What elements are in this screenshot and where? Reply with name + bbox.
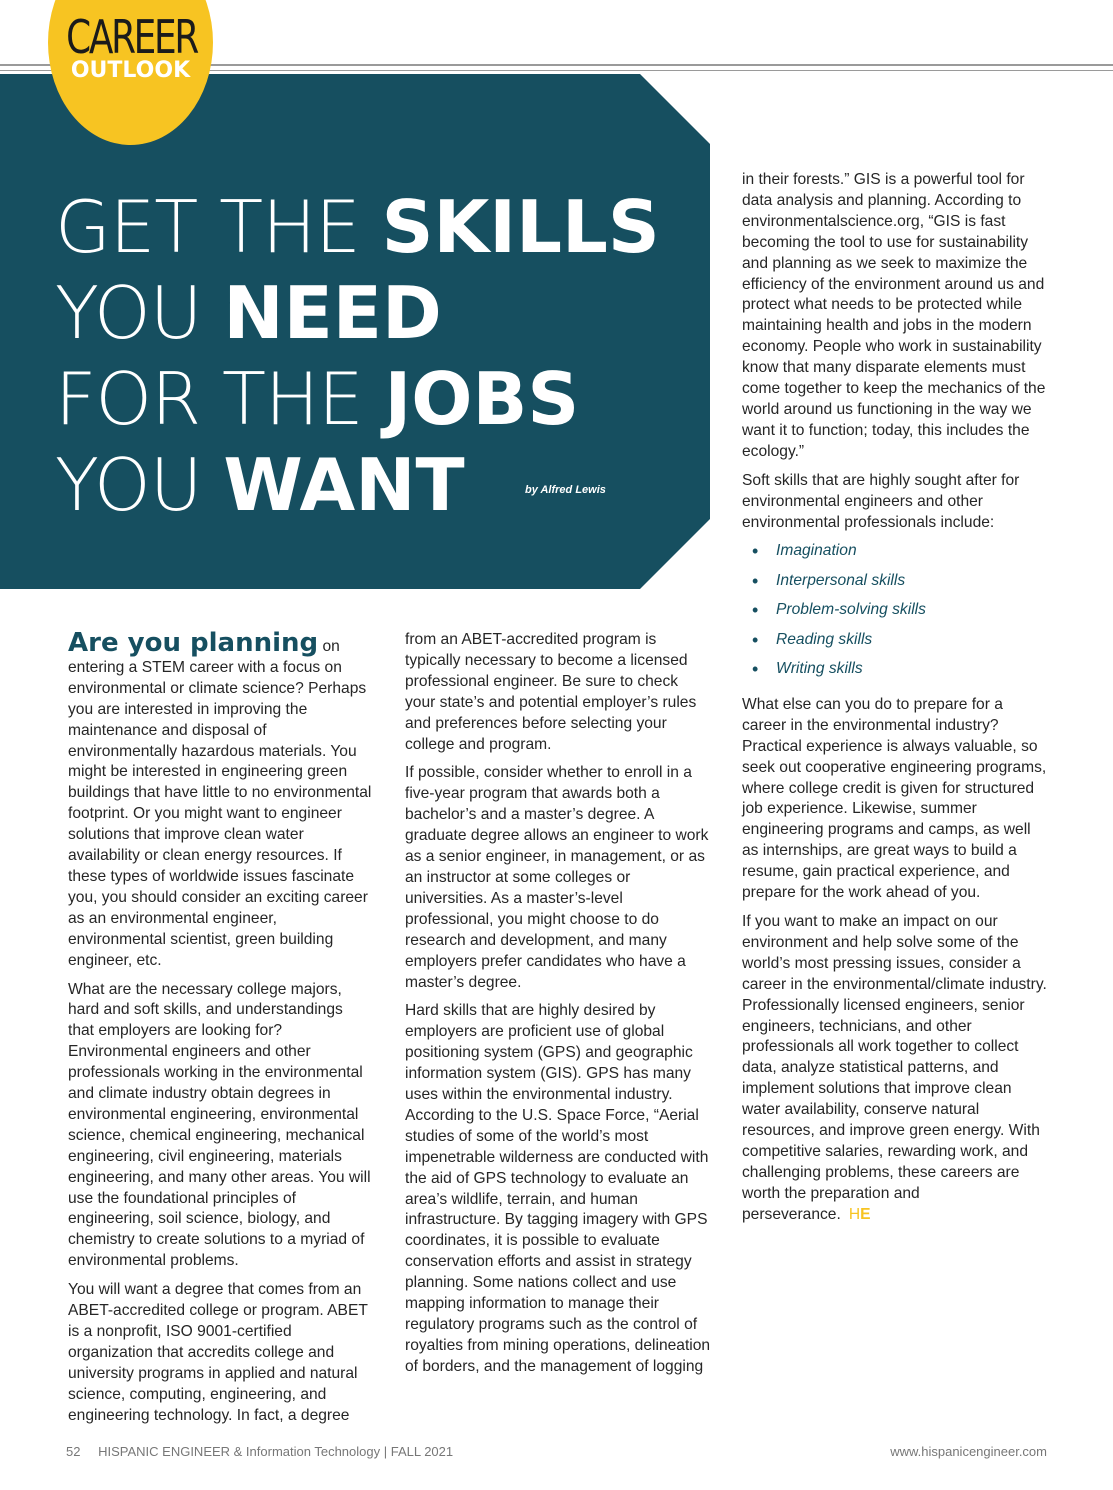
title-light: FOR THE: [55, 357, 385, 441]
list-item: • Reading skills: [752, 629, 873, 650]
article-title: [55, 184, 660, 528]
end-mark-icon: HE: [848, 1205, 871, 1223]
title-light: YOU: [55, 443, 224, 527]
page-footer-left: [66, 1444, 453, 1460]
lead-text: on entering a STEM career with a focus on environmental or climate science? Perhaps you are interested in improving the maintenance and disposal of environmentally hazardous materials. You might be interested in engineering green buildings that have little to no environmental footprint. Or you might want to engineer solutions that improve clean water availability or clean energy resources. If these types of worldwide issues fascinate you, you should consider an exciting career as an environmental engineer, environmental scientist, green building engineer, etc.: [68, 638, 372, 969]
list-item: • Writing skills: [752, 659, 863, 680]
soft-skills-list: [742, 541, 1048, 689]
column-2: [405, 630, 711, 1386]
list-item: • Problem-solving skills: [752, 600, 926, 621]
title-light: YOU: [55, 271, 224, 355]
byline: by Alfred Lewis: [525, 484, 606, 496]
column-1: [68, 630, 373, 1435]
paragraph: [742, 912, 1048, 1226]
bullet-icon: •: [752, 541, 759, 562]
paragraph: in their forests.” GIS is a powerful tool for data analysis and planning. According to environmentalscience.org, “GIS is fast becoming the tool to use for sustainability and planning as we seek to maximize the efficiency of the environment around us and protect what needs to be protected while maintaining health and jobs in the modern economy. People who work in sustainability know that many disparate elements must come together to keep the mechanics of the world around us functioning in the way we want it to function; today, this includes the ecology.”: [742, 171, 1046, 460]
bullet-icon: •: [752, 570, 759, 591]
paragraph: Hard skills that are highly desired by employers are proficient use of global positioning system (GPS) and geographic information system (GIS). GPS has many uses within the environmental industry. According to the U.S. Space Force, “Aerial studies of some of the world’s most impenetrable wilderness are conducted with the aid of GPS technology to evaluate an area’s wildlife, terrain, and human infrastructure. By tagging imagery with GPS coordinates, it is possible to evaluate conservation efforts and assist in strategy planning. Some nations collect and use mapping information to manage their regulatory programs such as the control of royalties from mining operations, delineation of borders, and the management of logging: [405, 1002, 711, 1375]
title-light: GET THE: [55, 185, 382, 269]
paragraph: You will want a degree that comes from an ABET-accredited college or program. ABET is a nonprofit, ISO 9001-certified organization that accredits college and university programs in applied and natural science, computing, engineering, and engineering technology. In fact, a degree: [68, 1281, 368, 1424]
title-bold: WANT: [223, 443, 465, 527]
bullet-icon: •: [752, 600, 759, 621]
paragraph: What else can you do to prepare for a career in the environmental industry? Practical experience is always valuable, so seek out cooperative engineering programs, where college credit is given for structured job experience. Likewise, summer engineering programs and camps, as well as internships, are great ways to build a resume, gain practical experience, and prepare for the work ahead of you.: [742, 695, 1047, 902]
badge-line2: OUTLOOK: [70, 58, 191, 83]
column-3: [742, 170, 1048, 1234]
title-bold: NEED: [223, 271, 442, 355]
paragraph: Soft skills that are highly sought after for environmental engineers and other environmental professionals include:: [742, 471, 1020, 531]
paragraph: [68, 630, 373, 972]
paragraph: What are the necessary college majors, hard and soft skills, and understandings that employers are looking for? Environmental engineers and other professionals working in the environmental and climate industry obtain degrees in environmental engineering, environmental science, chemical engineering, mechanical engineering, civil engineering, materials engineering, and many other areas. You will use the foundational principles of engineering, soil science, biology, and chemistry to create solutions to a myriad of environmental problems.: [68, 980, 371, 1270]
paragraph: If possible, consider whether to enroll in a five-year program that awards both a bachelor’s and a master’s degree. A graduate degree allows an engineer to work as a senior engineer, in management, or as an instructor at some colleges or universities. As a master’s-level professional, you might choose to do research and development, and many employers prefer candidates who have a master’s degree.: [405, 764, 709, 991]
publication-name: HISPANIC ENGINEER & Information Technology | FALL 2021: [98, 1444, 454, 1459]
title-bold: SKILLS: [381, 185, 660, 269]
badge-line1: CAREER: [66, 10, 197, 64]
page-number: 52: [66, 1444, 81, 1459]
paragraph: from an ABET-accredited program is typically necessary to become a licensed professional engineer. Be sure to check your state’s and potential employer’s rules and preferences before selecting your college and program.: [405, 631, 697, 753]
lead-in: Are you planning: [68, 628, 319, 658]
list-item: • Imagination: [752, 541, 857, 562]
bullet-icon: •: [752, 659, 759, 680]
bullet-icon: •: [752, 629, 759, 650]
list-item: • Interpersonal skills: [752, 570, 906, 591]
closing-text: If you want to make an impact on our environment and help solve some of the world’s most pressing issues, consider a career in the environmental/climate industry. Professionally licensed engineers, senior engineers, technicians, and other professionals all work together to collect data, analyze statistical patterns, and implement solutions that improve clean water availability, conserve natural resources, and improve green energy. With competitive salaries, rewarding work, and challenging problems, these careers are worth the preparation and perseverance.: [742, 912, 1047, 1223]
title-bold: JOBS: [384, 357, 580, 441]
footer-website: www.hispanicengineer.com: [890, 1444, 1047, 1459]
